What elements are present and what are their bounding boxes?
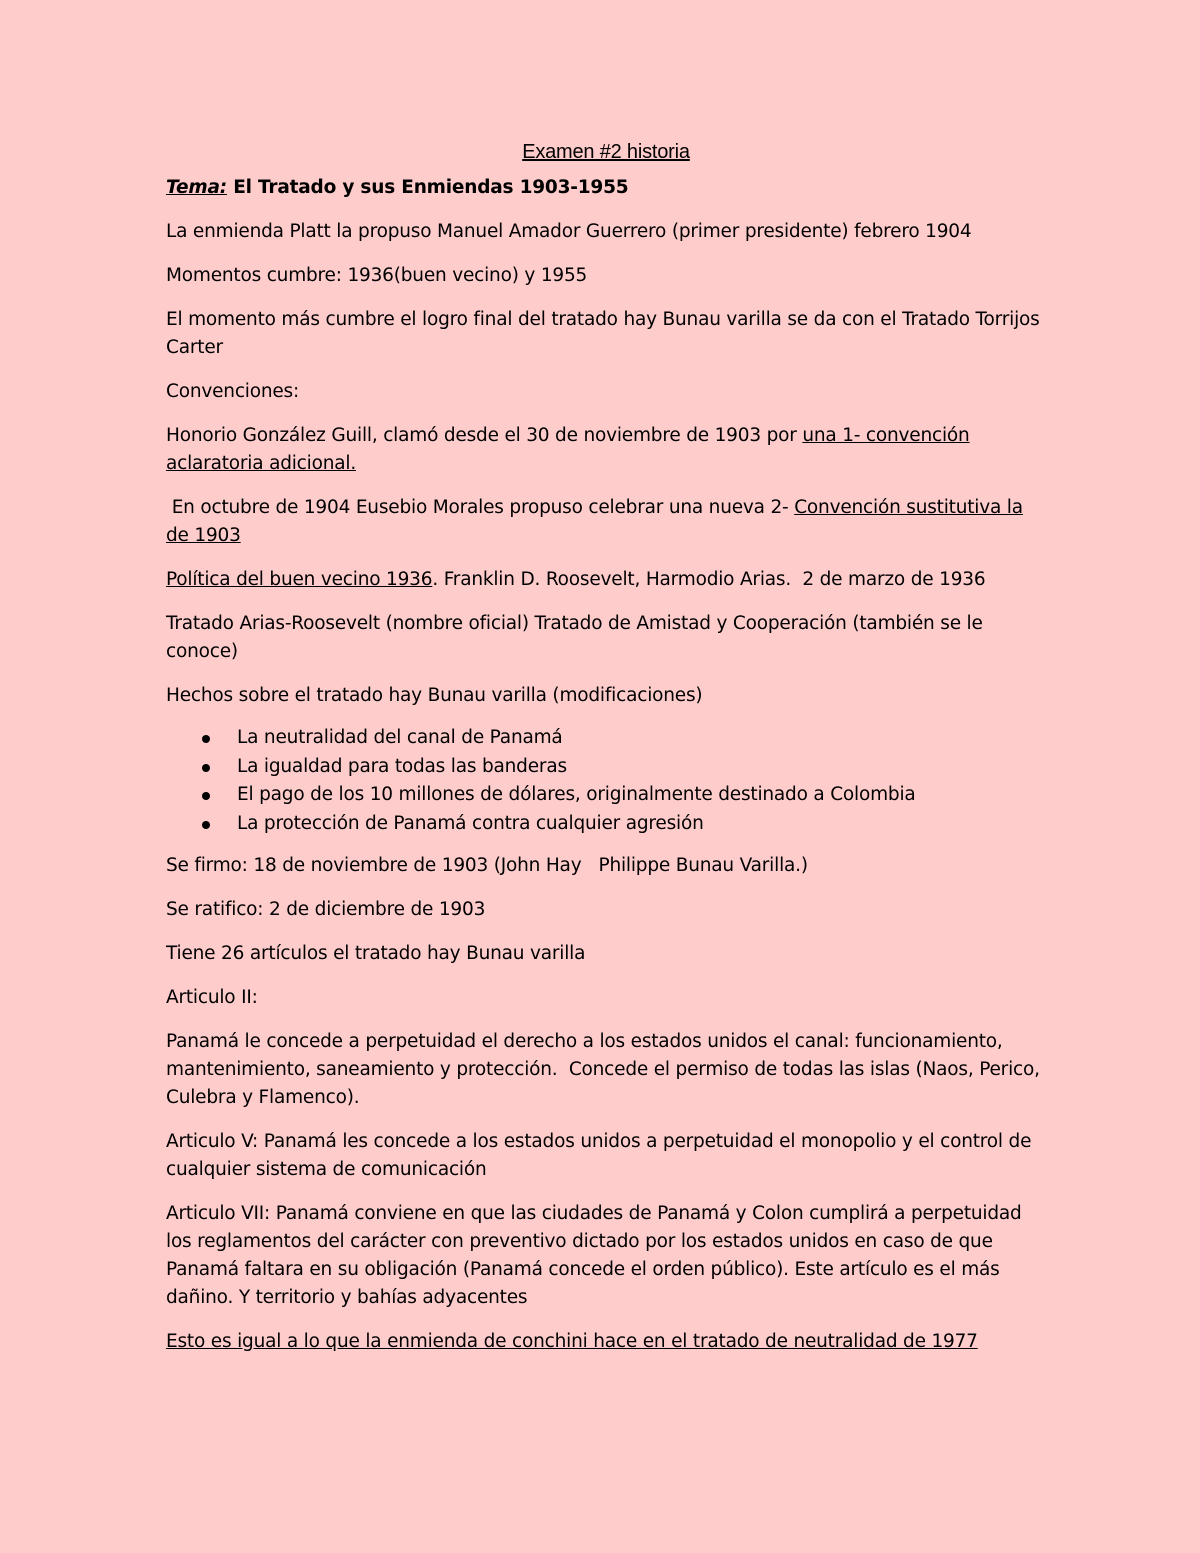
convenciones-heading: Convenciones: — [166, 381, 300, 402]
honorio-paragraph — [166, 422, 1046, 478]
articulo-ii-paragraph: Panamá le concede a perpetuidad el derecho a los estados unidos el canal: funcionamiento, mantenimiento, saneamiento y protección. Concede el permiso de todas las islas (Naos, Perico, Culebra y Flamenco). — [166, 1031, 1046, 1108]
page-title: Examen #2 historia — [522, 141, 690, 163]
tema-paragraph — [166, 174, 1046, 202]
ratifico-paragraph: Se ratifico: 2 de diciembre de 1903 — [166, 899, 486, 920]
octubre-text: En octubre de 1904 Eusebio Morales propuso celebrar una nueva 2- — [166, 497, 795, 518]
list-item: La protección de Panamá contra cualquier agresión — [237, 810, 1046, 839]
list-item: La neutralidad del canal de Panamá — [237, 724, 1046, 753]
hechos-paragraph: Hechos sobre el tratado hay Bunau varilla (modificaciones) — [166, 685, 703, 706]
platt-paragraph: La enmienda Platt la propuso Manuel Amador Guerrero (primer presidente) febrero 1904 — [166, 221, 972, 242]
articulo-vii-paragraph: Articulo VII: Panamá conviene en que las ciudades de Panamá y Colon cumplirá a perpetuidad los reglamentos del carácter con preventivo dictado por los estados unidos en caso de que Panamá faltara en su obligación (Panamá concede el orden público). Este artículo es el más dañino. Y territorio y bahías adyacentes — [166, 1203, 1022, 1308]
articulo-v-paragraph: Articulo V: Panamá les concede a los estados unidos a perpetuidad el monopolio y el control de cualquier sistema de comunicación — [166, 1131, 1032, 1180]
document-body — [166, 140, 1046, 1372]
tratado-arias-paragraph: Tratado Arias-Roosevelt (nombre oficial) Tratado de Amistad y Cooperación (también se le conoce) — [166, 613, 983, 662]
articulo-ii-label: Articulo II: — [166, 987, 258, 1008]
tema-label: Tema: — [166, 177, 227, 198]
firmo-paragraph: Se firmo: 18 de noviembre de 1903 (John Hay Philippe Bunau Varilla.) — [166, 855, 808, 876]
honorio-text: Honorio González Guill, clamó desde el 30 de noviembre de 1903 por — [166, 425, 803, 446]
politica-paragraph — [166, 566, 1046, 594]
list-item: La igualdad para todas las banderas — [237, 753, 1046, 782]
momento-cumbre-paragraph: El momento más cumbre el logro final del tratado hay Bunau varilla se da con el Tratado Torrijos Carter — [166, 309, 1040, 358]
articulos-paragraph: Tiene 26 artículos el tratado hay Bunau varilla — [166, 943, 586, 964]
tema-text: El Tratado y sus Enmiendas 1903-1955 — [226, 177, 629, 198]
honorio-underlined: una 1- convención aclaratoria adicional. — [166, 425, 970, 474]
list-item: El pago de los 10 millones de dólares, originalmente destinado a Colombia — [237, 781, 1046, 810]
momentos-paragraph: Momentos cumbre: 1936(buen vecino) y 1955 — [166, 265, 588, 286]
octubre-underlined: Convención sustitutiva la de 1903 — [166, 497, 1023, 546]
hechos-list — [166, 724, 1046, 838]
final-paragraph: Esto es igual a lo que la enmienda de conchini hace en el tratado de neutralidad de 1977 — [166, 1331, 978, 1352]
octubre-paragraph — [166, 494, 1046, 550]
politica-underlined: Política del buen vecino 1936 — [166, 569, 433, 590]
politica-text: . Franklin D. Roosevelt, Harmodio Arias. 2 de marzo de 1936 — [432, 569, 986, 590]
